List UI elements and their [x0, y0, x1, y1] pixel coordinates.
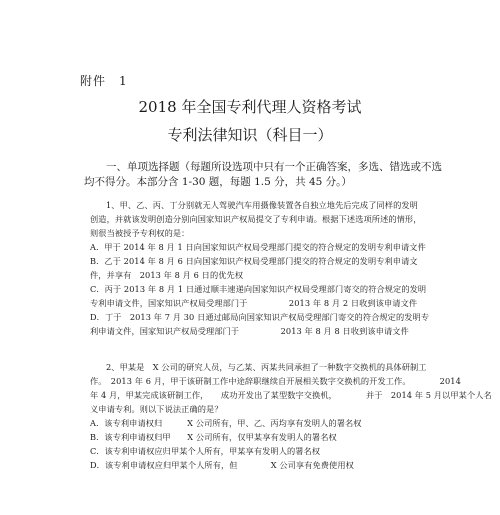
question-2-stem-line-2: 作。 2013 年 6 月，甲于该研制工作中途辞职继续自开展相关数字交换机的开发工作。 2014	[90, 376, 461, 386]
exam-subtitle: 专利法律知识（科目一）	[167, 126, 333, 144]
question-1-option-b-line-2: 件，并享有 2013 年 8 月 6 日的优先权	[90, 270, 244, 280]
question-1-stem-line-1: 1、甲、乙、丙、丁分别就无人驾驶汽车用摄像装置各自独立地先后完成了同样的发明	[106, 200, 418, 210]
question-1-option-c-line-2: 专利申请文件，国家知识产权局受理部门于 2013 年 8 月 2 日收到该申请文件	[90, 298, 418, 308]
question-1-option-d-line-1: D．丁于 2013 年 7 月 30 日通过邮局向国家知识产权局受理部门寄交的符合规定的发明专	[90, 312, 430, 322]
section-heading-line-1: 一、单项选择题（每题所设选项中只有一个正确答案，多选、错选或不选	[106, 161, 442, 173]
question-2-option-d: D．该专利申请权应归甲某个人所有，但 X 公司享有免费使用权	[90, 460, 354, 470]
section-heading-line-2: 均不得分。本部分含 1-30 题，每题 1.5 分，共 45 分。）	[84, 176, 352, 188]
question-2-option-c: C．该专利申请权应归甲某个人所有，甲某享有发明人的署名权	[90, 446, 321, 456]
annex-label: 附件 1	[80, 74, 128, 88]
question-1-option-a: A．甲于 2014 年 8 月 1 日向国家知识产权局受理部门提交的符合规定的发明专利申请文件	[90, 242, 426, 252]
question-1-stem-line-2: 创造，并就该发明创造分别向国家知识产权局提交了专利申请。根据下述选项所述的情形，	[90, 214, 422, 224]
question-2-stem-line-1: 2、甲某是 X 公司的研究人员，与乙某、丙某共同承担了一种数字交换机的具体研制工	[106, 362, 427, 372]
question-1-option-b-line-1: B．乙于 2014 年 8 月 6 日向国家知识产权局受理部门提交的符合规定的发明专利申请文	[90, 256, 418, 266]
question-1-option-d-line-2: 利申请文件，国家知识产权局受理部门于 2013 年 8 月 8 日收到该申请文件	[90, 326, 409, 336]
question-1-stem-line-3: 则很当被授予专利权的是：	[90, 228, 190, 238]
question-2-option-b: B．该专利申请权归甲 X 公司所有，仅甲某享有发明人的署名权	[90, 432, 337, 442]
question-1-option-c-line-1: C．丙于 2013 年 8 月 1 日通过顺丰速递向国家知识产权局受理部门寄交的符合规定的发明	[90, 284, 427, 294]
question-2-stem-line-4: 义申请专利。则以下说法正确的是？	[90, 404, 223, 414]
exam-title: 2018 年全国专利代理人资格考试	[138, 98, 362, 116]
question-2-stem-line-3: 年 4 月，甲某完成该研制工作， 成功开发出了某型数字交换机， 并于 2014 年 5 月以甲某个人名	[90, 390, 492, 400]
question-2-option-a: A．该专利申请权归 X 公司所有，甲、乙、丙均享有发明人的署名权	[90, 418, 362, 428]
